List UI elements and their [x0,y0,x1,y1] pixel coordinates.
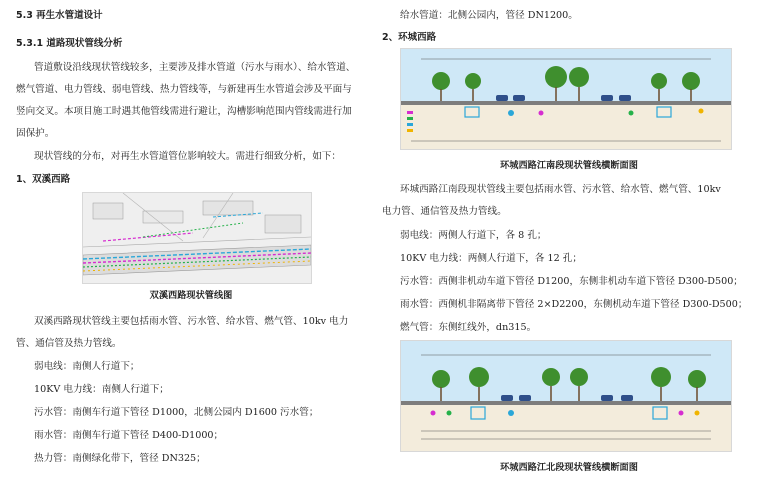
detail-line: 热力管：南侧绿化带下，管径 DN325； [34,453,206,464]
figure2-caption: 环城西路江南段现状管线横断面图 [500,160,638,171]
paragraph-line: 环城西路江南段现状管线主要包括雨水管、污水管、给水管、燃气管、10kv [400,184,721,195]
plan-map-drawing [83,193,311,283]
subsection-title: 5.3.1 道路现状管线分析 [16,38,123,49]
detail-line: 雨水管：西侧机非隔离带下管径 2×D2200，东侧机动车道下管径 D300-D500； [400,299,748,310]
item-heading: 2、环城西路 [382,32,437,43]
detail-line: 10KV 电力线：两侧人行道下，各 12 孔； [400,253,582,264]
paragraph-line: 给水管道：北侧公园内，管径 DN1200。 [400,10,578,21]
cross-section-drawing [401,49,731,149]
paragraph-line: 燃气管道、电力管线、弱电管线、热力管线等，与新建再生水管道会涉及平面与 [16,84,352,95]
paragraph-line: 管道敷设沿线现状管线较多，主要涉及排水管道（污水与雨水）、给水管道、 [34,62,356,73]
figure3-caption: 环城西路江北段现状管线横断面图 [500,462,638,473]
cross-section-drawing [401,341,731,451]
section-title: 5.3 再生水管道设计 [16,10,103,21]
paragraph-line: 双溪西路现状管线主要包括雨水管、污水管、给水管、燃气管、10kv 电力 [34,316,349,327]
paragraph-line: 现状管线的分布，对再生水管道管位影响较大。需进行细致分析，如下： [34,151,341,162]
detail-line: 10KV 电力线：南侧人行道下； [34,384,169,395]
figure-shuangxi-plan-map [82,192,312,284]
figure-cross-section-south [400,48,732,150]
detail-line: 污水管：西侧非机动车道下管径 D1200，东侧非机动车道下管径 D300-D500； [400,276,743,287]
detail-line: 弱电线：两侧人行道下，各 8 孔； [400,230,547,241]
figure-cross-section-north [400,340,732,452]
detail-line: 燃气管：东侧红线外，dn315。 [400,322,537,333]
paragraph-line: 固保护。 [16,128,55,139]
paragraph-line: 竖向交叉。本项目施工时遇其他管线需进行避让，沟槽影响范围内管线需进行加 [16,106,352,117]
paragraph-line: 管、通信管及热力管线。 [16,338,122,349]
detail-line: 污水管：南侧车行道下管径 D1000，北侧公园内 D1600 污水管； [34,407,319,418]
detail-line: 雨水管：南侧车行道下管径 D400-D1000； [34,430,224,441]
detail-line: 弱电线：南侧人行道下； [34,361,140,372]
figure1-caption: 双溪西路现状管线图 [149,290,233,301]
item-heading: 1、双溪西路 [16,174,71,185]
paragraph-line: 电力管、通信管及热力管线。 [382,206,507,217]
